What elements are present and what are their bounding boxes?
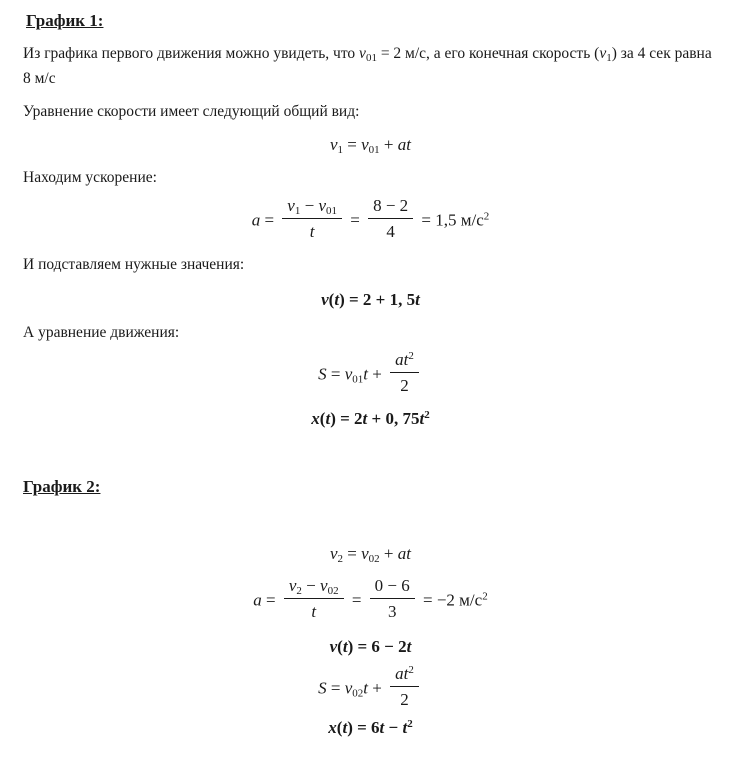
fraction-numerator: 8 − 2 (368, 195, 413, 219)
fraction (282, 195, 342, 242)
fraction-denominator: 4 (386, 222, 395, 241)
formula-acceleration-2: a = $\frac{v_2 - v_{02}}{t}$ = $\frac{0 - 6}{3}$ = −2 $м/с^2$ (253, 576, 488, 621)
fraction-denominator: 2 (400, 690, 409, 709)
substitute-values-text: И подставляем нужные значения: (23, 256, 245, 273)
fraction (390, 349, 419, 396)
formula-distance-general-2: $S = v_{02}t$ + $\frac{at^2}{2}$ (23, 666, 718, 713)
formula-velocity-result-1: v(t) = 2 + 1, 5t (321, 290, 420, 309)
section2-heading-text: График 2: (23, 477, 101, 496)
formula-position-result-1: x(t) = 2t + 0, $75t^2$ (311, 409, 430, 428)
fraction (370, 575, 415, 622)
fraction (390, 663, 419, 710)
fraction-denominator: t (311, 602, 317, 621)
section1-intro-paragraph: Из графика первого движения можно увидеть, что $v_{01} = 2$ м/с, а его конечная скорость $(v_1)$ за 4 сек равна 8 м/с (23, 45, 712, 87)
formula-distance-general-1: $S = v_{01}t$ + $\frac{at^2}{2}$ (23, 352, 718, 399)
find-acceleration-text: Находим ускорение: (23, 169, 157, 186)
section1-heading-text: График 1: (26, 11, 104, 30)
fraction-numerator: $at^2$ (390, 349, 419, 373)
fraction (284, 575, 344, 622)
fraction-denominator: 2 (400, 376, 409, 395)
fraction-numerator: $at^2$ (390, 663, 419, 687)
fraction-numerator: $v_2 - v_{02}$ (284, 575, 344, 599)
motion-equation-intro-text: А уравнение движения: (23, 324, 180, 341)
fraction-denominator: 3 (387, 602, 397, 621)
formula-general-velocity-1: $v_1 = v_{01}$ + at (329, 135, 411, 156)
section1-heading (26, 11, 718, 31)
fraction-denominator: t (309, 222, 315, 241)
section2-heading (23, 477, 718, 497)
fraction (368, 195, 413, 242)
formula-acceleration-1: a = $\frac{v_1 - v_{01}}{t}$ = $\frac{8 - 2}{4}$ = 1,5 $м/с^2$ (251, 196, 490, 241)
velocity-equation-intro-text: Уравнение скорости имеет следующий общий вид: (23, 103, 360, 120)
formula-general-velocity-2: $v_2 = v_{02}$ + at (329, 544, 411, 565)
fraction-numerator: $v_1 - v_{01}$ (282, 195, 342, 219)
formula-velocity-result-2: v(t) = 6 − 2t (329, 637, 412, 656)
fraction-numerator: 0 − 6 (370, 575, 415, 599)
formula-position-result-2: $x(t) = 6t - t^2$ (328, 718, 413, 737)
